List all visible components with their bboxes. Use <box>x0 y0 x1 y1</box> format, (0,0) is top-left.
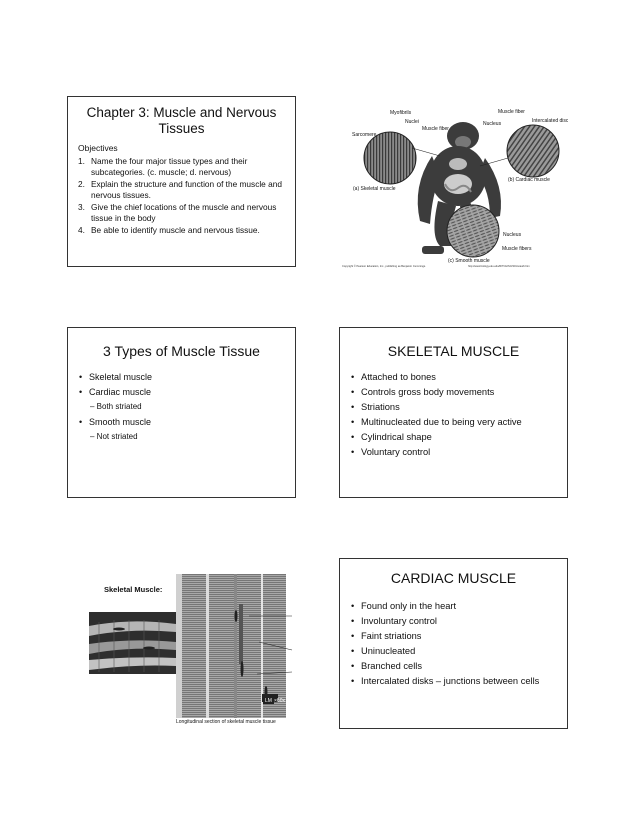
figure-copyright: Copyright © Pearson Education, Inc., publishing as Benjamin Cummings. <box>342 265 426 268</box>
magnification-label: ×60x <box>274 698 285 704</box>
label-myofibrils: Myofibrils <box>390 110 412 116</box>
objective-number: 1. <box>78 156 85 166</box>
label-intercalated-disc: Intercalated disc <box>532 118 568 124</box>
objective-text: Name the four major tissue types and their subcategories. (c. muscle; d. nervous) <box>91 156 248 177</box>
micrograph-caption: Longitudinal section of skeletal muscle tissue <box>176 719 276 725</box>
bullet-item: • Cardiac muscle <box>78 386 285 398</box>
bullet-item: • Found only in the heart <box>350 600 557 612</box>
sub-bullet-item: – Both striated <box>90 402 142 411</box>
bullet-list <box>340 371 567 458</box>
objective-text: Give the chief locations of the muscle and nervous tissue in the body <box>91 202 277 223</box>
skeletal-muscle-zoom <box>364 132 416 184</box>
slide-2 <box>340 96 568 268</box>
bullet-item: • Uninucleated <box>350 645 557 657</box>
bullet-item: • Skeletal muscle <box>78 371 285 383</box>
label-muscle-fibers-bottom: Muscle fibers <box>502 246 532 252</box>
slide-4 <box>339 327 568 498</box>
slide-6 <box>339 558 568 729</box>
sub-bullet-item: – Not striated <box>90 432 138 441</box>
bullet-item: • Involuntary control <box>350 615 557 627</box>
lm-badge: LM <box>265 698 272 704</box>
objective-item <box>78 179 285 200</box>
objectives-list <box>78 156 285 236</box>
label-nucleus-bottom: Nucleus <box>503 232 522 238</box>
bullet-item: • Striations <box>350 401 557 413</box>
bullet-item: • Branched cells <box>350 660 557 672</box>
micrograph-heading: Skeletal Muscle: <box>104 585 163 594</box>
slide-title: 3 Types of Muscle Tissue <box>103 343 260 359</box>
label-sarcomere: Sarcomere <box>352 132 377 138</box>
label-skeletal-muscle: (a) Skeletal muscle <box>353 186 396 192</box>
label-cardiac-muscle: (b) Cardiac muscle <box>508 177 550 183</box>
slide-5 <box>67 558 296 729</box>
objective-number: 2. <box>78 179 85 189</box>
label-muscle-fiber-left: Muscle fiber <box>422 126 449 132</box>
label-muscle-fiber-right: Muscle fiber <box>498 109 525 115</box>
objective-text: Explain the structure and function of the muscle and nervous tissues. <box>91 179 282 200</box>
bullet-list <box>340 600 567 687</box>
bullet-item: • Attached to bones <box>350 371 557 383</box>
bullet-item: • Controls gross body movements <box>350 386 557 398</box>
cardiac-muscle-zoom <box>507 125 559 177</box>
smooth-muscle-zoom <box>447 205 499 257</box>
bullet-item: • Voluntary control <box>350 446 557 458</box>
label-nuclei: Nuclei <box>405 119 419 125</box>
pointer-lines <box>237 608 297 688</box>
bullet-item: • Smooth muscle <box>78 416 285 428</box>
objective-number: 4. <box>78 225 85 235</box>
slide-3 <box>67 327 296 498</box>
skeletal-muscle-micrograph-small <box>89 612 176 674</box>
objectives-heading: Objectives <box>78 143 118 153</box>
slide-1 <box>67 96 296 267</box>
bullet-item: • Faint striations <box>350 630 557 642</box>
bullet-item: • Multinucleated due to being very active <box>350 416 557 428</box>
objective-item <box>78 156 285 177</box>
slide-title: SKELETAL MUSCLE <box>387 343 520 359</box>
slide-title: CARDIAC MUSCLE <box>390 570 517 586</box>
objective-item <box>78 202 285 223</box>
muscle-types-figure <box>340 96 568 268</box>
objective-item <box>78 225 285 236</box>
figure-url: http://www.biology.eku.edu/RITCHISO/301notes6.htm <box>468 265 530 268</box>
objective-text: Be able to identify muscle and nervous tissue. <box>91 225 260 235</box>
bullet-item: • Cylindrical shape <box>350 431 557 443</box>
slide-title: Chapter 3: Muscle and Nervous Tissues <box>86 105 277 136</box>
label-smooth-muscle: (c) Smooth muscle <box>448 258 490 264</box>
bullet-item: • Intercalated disks – junctions between cells <box>350 675 557 687</box>
objective-number: 3. <box>78 202 85 212</box>
label-nucleus-top: Nucleus <box>483 121 502 127</box>
bullet-list <box>68 371 295 443</box>
